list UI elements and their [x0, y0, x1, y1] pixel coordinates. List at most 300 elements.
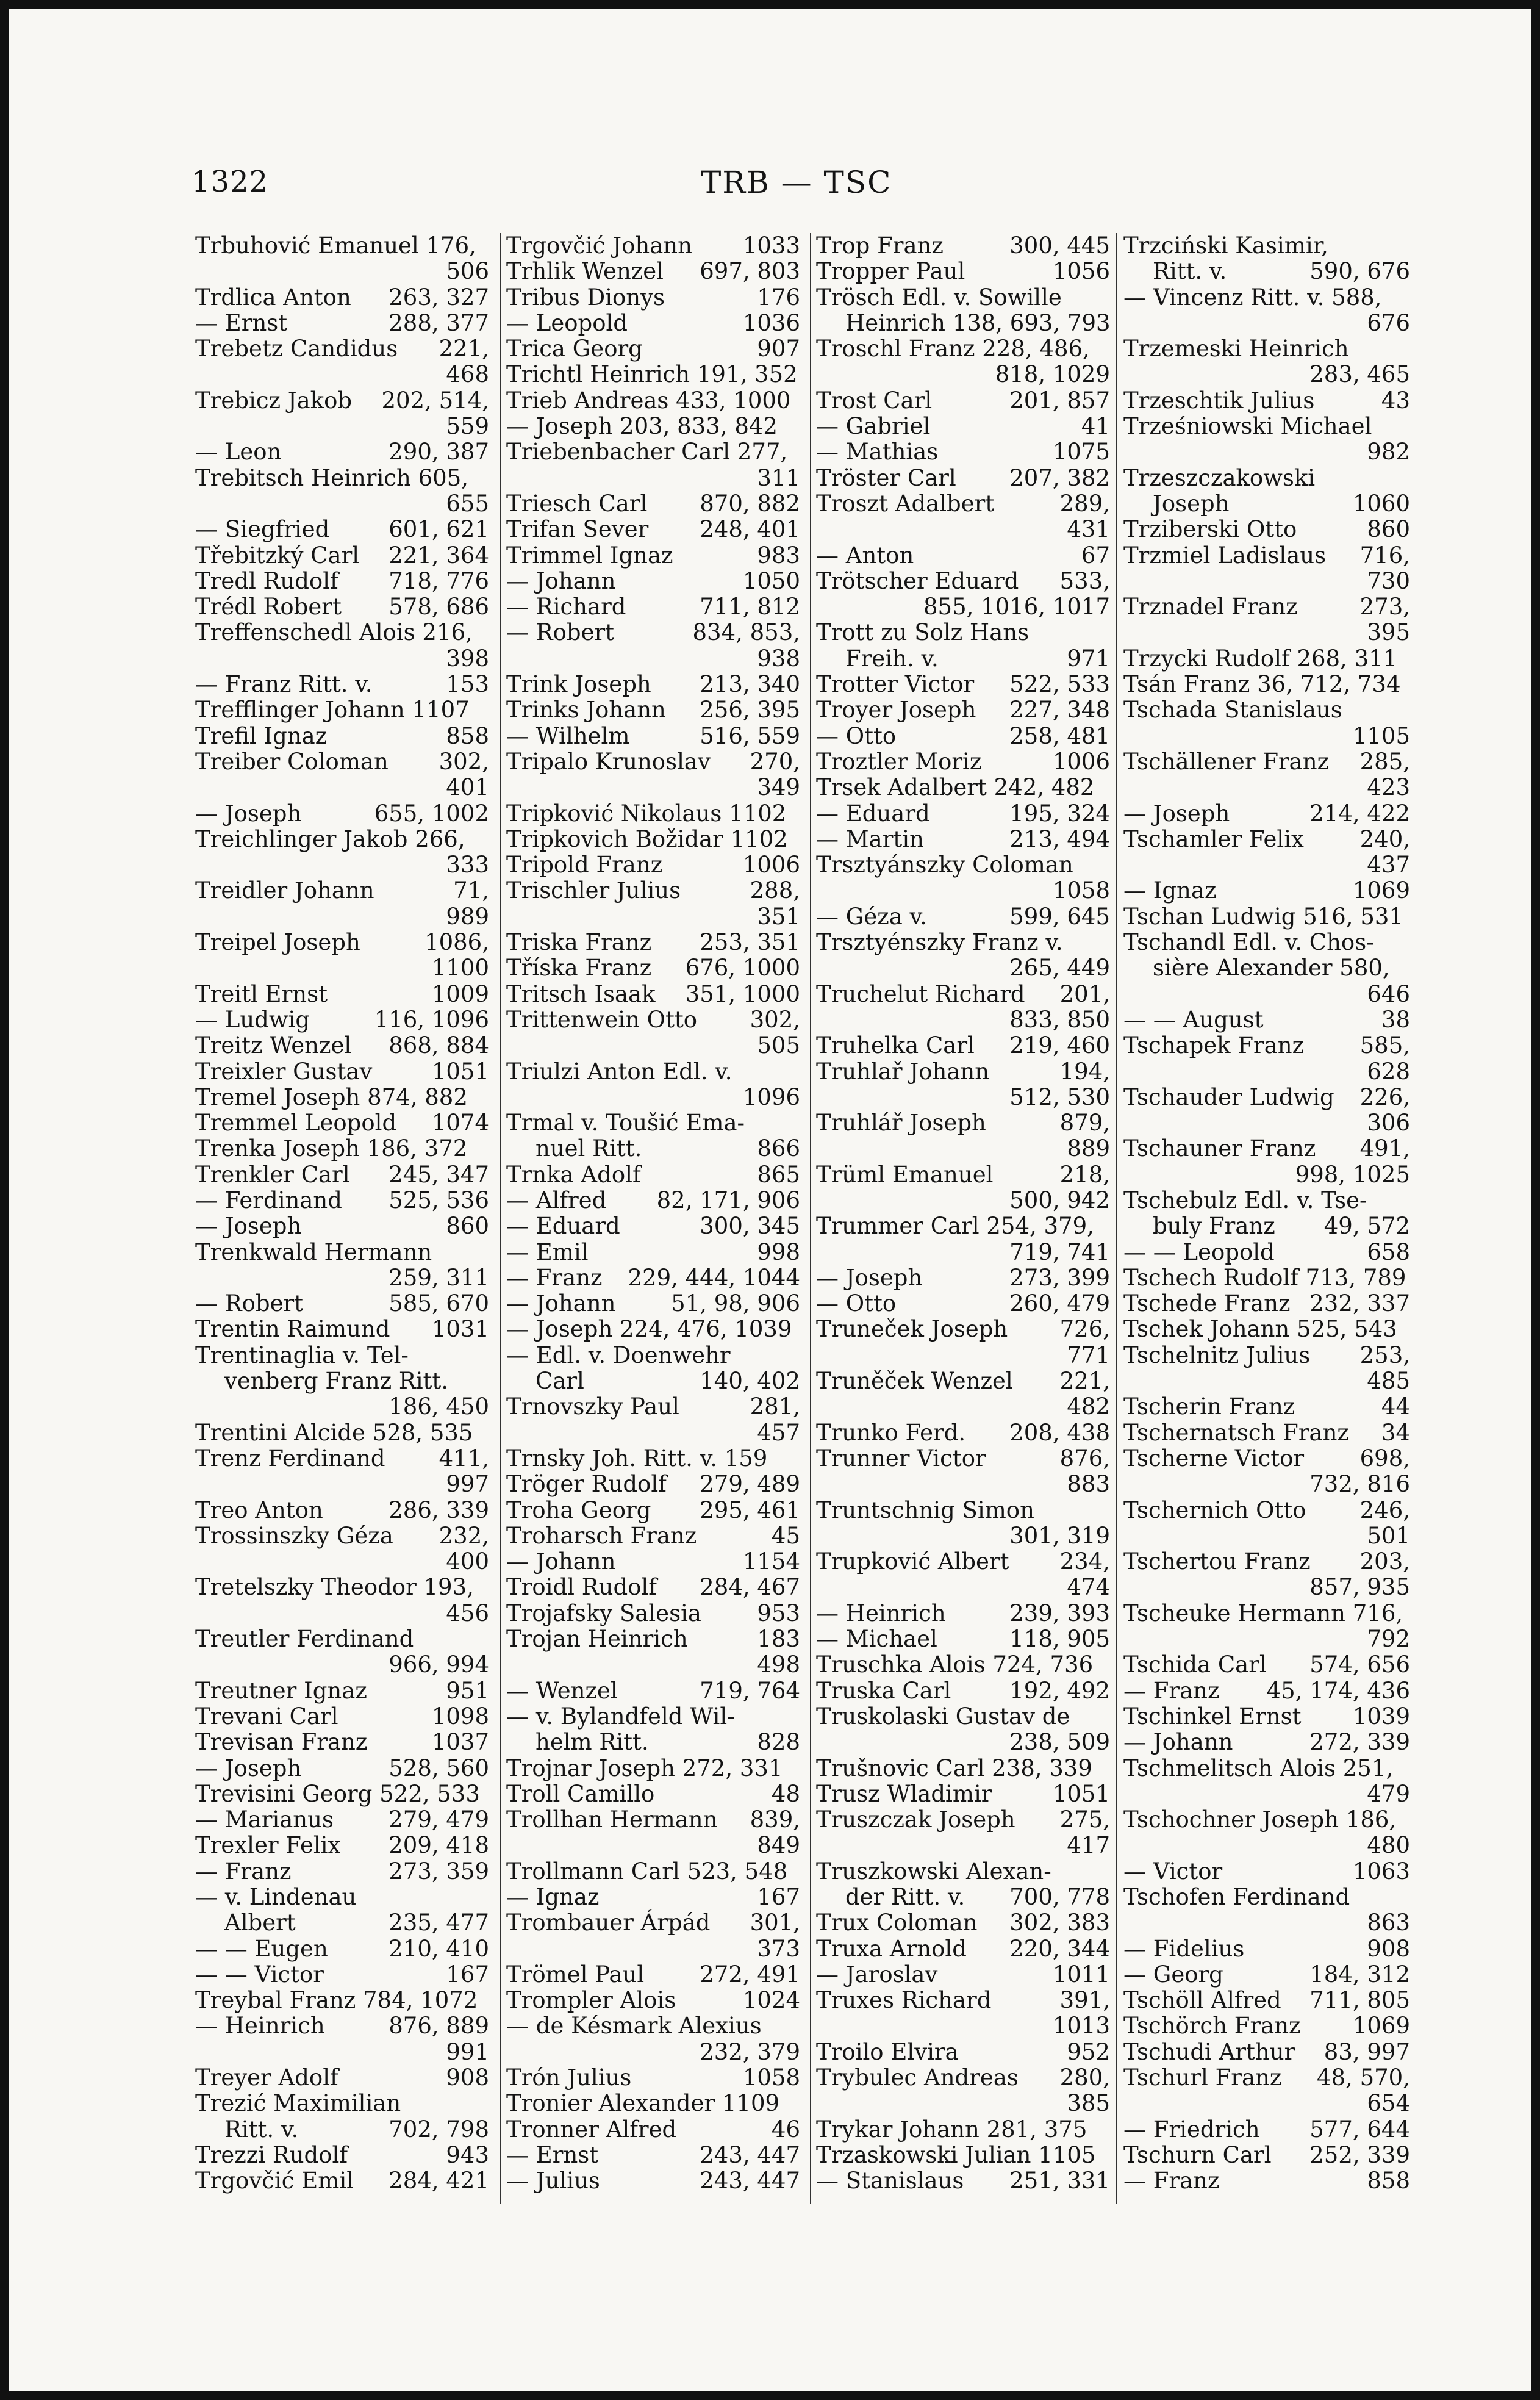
index-entry — [816, 1652, 1115, 1678]
entry-name: Troszt Adalbert — [816, 490, 995, 517]
index-entry — [195, 1859, 494, 1884]
entry-pages: 849 — [757, 1832, 800, 1859]
entry-pages: 260, 479 — [1009, 1290, 1110, 1317]
entry-name: Trevani Carl — [195, 1703, 338, 1730]
entry-pages: 207, 382 — [1009, 464, 1110, 491]
index-entry — [195, 955, 494, 981]
entry-name: Truxa Arnold — [816, 1935, 967, 1962]
entry-name: Tschinkel Ernst — [1123, 1703, 1302, 1730]
index-entry — [816, 1343, 1115, 1368]
entry-name: Tscheuke Hermann 716, — [1123, 1600, 1403, 1626]
index-entry — [1123, 1188, 1415, 1213]
index-entry — [816, 439, 1115, 465]
index-entry — [816, 336, 1115, 362]
entry-pages: 1051 — [1052, 1780, 1110, 1807]
entry-pages: 1006 — [742, 852, 800, 878]
entry-name: Trbuhović Emanuel 176, — [195, 232, 476, 259]
entry-pages: 726, — [1059, 1316, 1110, 1343]
entry-pages: 253, — [1359, 1342, 1410, 1368]
entry-pages: 275, — [1059, 1806, 1110, 1833]
entry-pages: 792 — [1367, 1626, 1410, 1653]
index-entry — [195, 336, 494, 362]
index-entry — [506, 1498, 805, 1523]
entry-pages: 908 — [1367, 1935, 1410, 1962]
index-entry — [1123, 1936, 1415, 1962]
index-entry — [506, 1240, 805, 1265]
entry-name: Trsztyénszky Franz v. — [816, 929, 1063, 956]
entry-name: Trefil Ignaz — [195, 722, 328, 749]
entry-name: Trhlik Wenzel — [506, 258, 664, 285]
entry-pages: 525, 536 — [389, 1187, 489, 1213]
entry-name: Trunner Victor — [816, 1445, 986, 1471]
entry-pages: 860 — [1367, 516, 1410, 543]
index-entry — [506, 1471, 805, 1497]
index-entry — [506, 1265, 805, 1291]
index-entry — [506, 1136, 805, 1162]
index-entry — [195, 362, 494, 387]
entry-name: Třebitzký Carl — [195, 542, 360, 569]
entry-pages: 1069 — [1352, 877, 1410, 904]
entry-name: — Joseph — [816, 1264, 923, 1291]
index-entry — [195, 1962, 494, 1988]
index-entry — [1123, 1704, 1415, 1730]
entry-pages: 952 — [1067, 2038, 1110, 2065]
entry-pages: 46 — [771, 2116, 800, 2143]
index-entry — [506, 517, 805, 542]
entry-pages: 300, 345 — [700, 1213, 800, 1240]
index-entry — [195, 414, 494, 439]
index-entry — [816, 1549, 1115, 1575]
entry-pages: 860 — [446, 1213, 489, 1240]
entry-pages: 290, 387 — [389, 439, 489, 465]
index-entry — [506, 2091, 805, 2116]
index-entry — [506, 1007, 805, 1033]
entry-pages: 474 — [1067, 1574, 1110, 1601]
index-entry — [816, 517, 1115, 542]
entry-name: — Vincenz Ritt. v. 588, — [1123, 284, 1382, 311]
entry-name: helm Ritt. — [535, 1729, 649, 1756]
entry-name: — Ferdinand — [195, 1187, 342, 1213]
entry-pages: 351, 1000 — [685, 980, 800, 1007]
entry-name: Truněček Wenzel — [816, 1368, 1013, 1395]
entry-pages: 34 — [1381, 1419, 1410, 1446]
entry-pages: 1063 — [1352, 1858, 1410, 1884]
index-entry — [1123, 1110, 1415, 1136]
entry-pages: 71, — [453, 877, 489, 904]
entry-name: Tribus Dionys — [506, 284, 665, 311]
entry-name: — Heinrich — [195, 2013, 325, 2039]
index-entry — [1123, 1033, 1415, 1058]
index-entry — [195, 1833, 494, 1858]
entry-pages: 273, 359 — [389, 1858, 489, 1884]
entry-pages: 140, 402 — [700, 1368, 800, 1395]
entry-pages: 243, 447 — [700, 2168, 800, 2194]
entry-name: Trezić Maximilian — [195, 2090, 401, 2117]
index-entry — [816, 491, 1115, 517]
entry-name: Trenkler Carl — [195, 1161, 350, 1188]
entry-name: Trenkwald Hermann — [195, 1238, 432, 1265]
entry-name: Trink Joseph — [506, 671, 651, 698]
index-entry — [506, 1549, 805, 1575]
entry-pages: 246, — [1359, 1496, 1410, 1523]
entry-pages: 1058 — [742, 2064, 800, 2091]
entry-pages: 227, 348 — [1009, 697, 1110, 724]
index-entry — [506, 1059, 805, 1085]
index-entry — [195, 1936, 494, 1962]
entry-pages: 998, 1025 — [1295, 1161, 1410, 1188]
index-entry — [1123, 439, 1415, 465]
entry-name: Tschurl Franz — [1123, 2064, 1282, 2091]
entry-name: Truszczak Joseph — [816, 1806, 1015, 1833]
entry-name: buly Franz — [1153, 1213, 1275, 1240]
entry-pages: 858 — [1367, 2168, 1410, 2194]
index-entry — [1123, 1343, 1415, 1368]
column-rule — [1116, 233, 1117, 2204]
entry-name: Treutler Ferdinand — [195, 1626, 414, 1653]
entry-pages: 400 — [446, 1548, 489, 1575]
index-entry — [195, 1368, 494, 1394]
entry-name: Trebicz Jakob — [195, 387, 353, 414]
entry-name: Trzmiel Ladislaus — [1123, 542, 1327, 569]
entry-pages: 479 — [1367, 1780, 1410, 1807]
entry-name: Trexler Felix — [195, 1832, 341, 1859]
index-entry — [506, 1859, 805, 1884]
entry-name: — Johann — [506, 567, 616, 594]
entry-name: Trux Coloman — [816, 1910, 978, 1936]
index-entry — [506, 414, 805, 439]
index-entry — [816, 749, 1115, 775]
index-entry — [1123, 285, 1415, 311]
index-entry — [1123, 1136, 1415, 1162]
entry-pages: 232, — [439, 1522, 489, 1549]
entry-name: Tscherne Victor — [1123, 1445, 1305, 1471]
entry-name: Trnsky Joh. Ritt. v. 159 — [506, 1445, 768, 1471]
index-entry — [195, 1317, 494, 1342]
index-entry — [816, 2117, 1115, 2143]
entry-name: Truszkowski Alexan- — [816, 1858, 1051, 1884]
entry-pages: 966, 994 — [389, 1651, 489, 1678]
entry-name: Trédl Robert — [195, 594, 342, 620]
entry-pages: 288, — [750, 877, 800, 904]
index-entry — [195, 904, 494, 930]
entry-pages: 655, 1002 — [374, 800, 489, 827]
index-entry — [816, 233, 1115, 259]
entry-name: Treyer Adolf — [195, 2064, 338, 2091]
index-entry — [506, 1626, 805, 1652]
entry-name: Tröger Rudolf — [506, 1471, 667, 1498]
entry-pages: 868, 884 — [389, 1032, 489, 1059]
entry-pages: 218, — [1059, 1161, 1110, 1188]
entry-pages: 482 — [1067, 1393, 1110, 1420]
index-entry — [816, 1601, 1115, 1626]
index-entry — [195, 852, 494, 878]
entry-pages: 601, 621 — [389, 516, 489, 543]
entry-name: — — Eugen — [195, 1935, 328, 1962]
index-entry — [816, 1240, 1115, 1265]
entry-pages: 373 — [757, 1935, 800, 1962]
index-entry — [506, 2065, 805, 2091]
entry-pages: 385 — [1067, 2090, 1110, 2117]
entry-name: Tronner Alfred — [506, 2116, 677, 2143]
entry-name: — v. Lindenau — [195, 1884, 357, 1910]
index-entry — [195, 285, 494, 311]
entry-name: — Joseph — [195, 1755, 302, 1781]
entry-pages: 283, 465 — [1309, 361, 1410, 388]
index-entry — [195, 388, 494, 414]
index-entry — [506, 930, 805, 955]
index-entry — [1123, 543, 1415, 569]
index-entry — [1123, 1085, 1415, 1110]
index-entry — [506, 878, 805, 904]
index-entry — [506, 904, 805, 930]
entry-pages: 232, 379 — [700, 2038, 800, 2065]
index-entry — [195, 1420, 494, 1446]
index-entry — [195, 1523, 494, 1549]
index-entry — [816, 1730, 1115, 1755]
index-entry — [195, 2168, 494, 2194]
entry-name: Trollhan Hermann — [506, 1806, 718, 1833]
index-entry — [506, 827, 805, 852]
entry-name: Trüml Emanuel — [816, 1161, 994, 1188]
entry-name: Tschernatsch Franz — [1123, 1419, 1349, 1446]
index-entry — [195, 878, 494, 904]
index-entry — [816, 1575, 1115, 1600]
index-entry — [195, 1188, 494, 1213]
entry-pages: 192, 492 — [1009, 1677, 1110, 1704]
index-entry — [506, 569, 805, 594]
index-entry — [195, 1446, 494, 1471]
index-entry — [506, 439, 805, 465]
index-entry — [506, 646, 805, 672]
index-entry — [506, 1033, 805, 1058]
index-entry — [195, 1136, 494, 1162]
entry-name: Triesch Carl — [506, 490, 648, 517]
index-entry — [1123, 1652, 1415, 1678]
entry-pages: 501 — [1367, 1522, 1410, 1549]
entry-name: Trzeschtik Julius — [1123, 387, 1315, 414]
entry-name: — Franz — [195, 1858, 292, 1884]
entry-name: — Joseph — [195, 1213, 302, 1240]
index-entry — [195, 827, 494, 852]
index-entry — [816, 955, 1115, 981]
entry-pages: 203, — [1359, 1548, 1410, 1575]
index-entry — [195, 982, 494, 1007]
index-entry — [506, 362, 805, 387]
index-entry — [1123, 1265, 1415, 1291]
index-entry — [816, 878, 1115, 904]
entry-pages: 1050 — [742, 567, 800, 594]
entry-name: Troll Camillo — [506, 1780, 655, 1807]
index-entry — [816, 724, 1115, 749]
entry-pages: 82, 171, 906 — [656, 1187, 800, 1213]
entry-pages: 51, 98, 906 — [671, 1290, 800, 1317]
entry-pages: 533, — [1059, 567, 1110, 594]
entry-pages: 253, 351 — [700, 929, 800, 956]
entry-name: Tremel Joseph 874, 882 — [195, 1083, 468, 1110]
index-entry — [506, 2013, 805, 2039]
entry-pages: 500, 942 — [1009, 1187, 1110, 1213]
entry-name: Trgovčić Johann — [506, 232, 692, 259]
index-entry — [816, 569, 1115, 594]
entry-pages: 730 — [1367, 567, 1410, 594]
entry-name: Trimmel Ignaz — [506, 542, 673, 569]
entry-name: Trojnar Joseph 272, 331 — [506, 1755, 783, 1781]
entry-name: — Robert — [195, 1290, 304, 1317]
entry-pages: 248, 401 — [700, 516, 800, 543]
index-entry — [1123, 2065, 1415, 2091]
entry-name: Trsztyánszky Coloman — [816, 852, 1073, 878]
entry-pages: 48 — [771, 1780, 800, 1807]
index-entry — [506, 749, 805, 775]
entry-pages: 480 — [1367, 1832, 1410, 1859]
entry-pages: 221, — [1059, 1368, 1110, 1395]
index-entry — [195, 311, 494, 336]
entry-name: — Otto — [816, 722, 897, 749]
index-entry — [816, 982, 1115, 1007]
entry-name: Tritsch Isaak — [506, 980, 656, 1007]
entry-name: Trichtl Heinrich 191, 352 — [506, 361, 798, 388]
index-entry — [506, 2117, 805, 2143]
entry-pages: 998 — [757, 1238, 800, 1265]
index-entry — [1123, 1988, 1415, 2013]
entry-name: Treiber Coloman — [195, 748, 389, 775]
entry-name: Tschurn Carl — [1123, 2141, 1272, 2168]
entry-pages: 577, 644 — [1309, 2116, 1410, 2143]
index-column-2 — [506, 233, 805, 2204]
entry-pages: 1036 — [742, 309, 800, 336]
index-entry — [506, 1807, 805, 1833]
index-entry — [195, 1291, 494, 1317]
entry-pages: 281, — [750, 1393, 800, 1420]
entry-name: Triska Franz — [506, 929, 652, 956]
index-entry — [195, 517, 494, 542]
entry-name: — Michael — [816, 1626, 937, 1653]
entry-pages: 938 — [757, 645, 800, 672]
entry-pages: 971 — [1067, 645, 1110, 672]
entry-name: — Jaroslav — [816, 1961, 938, 1988]
entry-pages: 1037 — [431, 1729, 489, 1756]
entry-pages: 485 — [1367, 1368, 1410, 1395]
index-entry — [506, 672, 805, 697]
entry-pages: 855, 1016, 1017 — [923, 594, 1110, 620]
entry-pages: 286, 339 — [389, 1496, 489, 1523]
index-entry — [506, 233, 805, 259]
index-entry — [816, 1420, 1115, 1446]
entry-pages: 457 — [757, 1419, 800, 1446]
index-entry — [816, 1498, 1115, 1523]
entry-pages: 333 — [446, 852, 489, 878]
entry-pages: 395 — [1367, 619, 1410, 646]
index-entry — [816, 362, 1115, 387]
index-entry — [816, 1704, 1115, 1730]
entry-pages: 351 — [757, 903, 800, 930]
index-entry — [195, 1884, 494, 1910]
index-entry — [1123, 414, 1415, 439]
entry-pages: 265, 449 — [1009, 955, 1110, 982]
entry-pages: 828 — [757, 1729, 800, 1756]
entry-name: Trittenwein Otto — [506, 1006, 698, 1033]
entry-pages: 194, — [1059, 1058, 1110, 1085]
entry-pages: 866 — [757, 1135, 800, 1162]
index-entry — [195, 724, 494, 749]
index-entry — [195, 1678, 494, 1704]
entry-pages: 628 — [1367, 1058, 1410, 1085]
entry-name: Trica Georg — [506, 336, 643, 362]
entry-pages: 398 — [446, 645, 489, 672]
entry-pages: 1013 — [1052, 2013, 1110, 2039]
entry-pages: 839, — [750, 1806, 800, 1833]
index-entry — [195, 1575, 494, 1600]
index-entry — [816, 1188, 1115, 1213]
entry-pages: 349 — [757, 774, 800, 801]
entry-pages: 883 — [1067, 1471, 1110, 1498]
entry-name: Tschmelitsch Alois 251, — [1123, 1755, 1394, 1781]
entry-pages: 38 — [1381, 1006, 1410, 1033]
index-entry — [816, 1962, 1115, 1988]
index-entry — [195, 646, 494, 672]
index-entry — [506, 1781, 805, 1807]
index-entry — [506, 1420, 805, 1446]
index-entry — [195, 1498, 494, 1523]
index-entry — [1123, 1394, 1415, 1420]
entry-pages: 889 — [1067, 1135, 1110, 1162]
index-entry — [195, 2143, 494, 2168]
index-entry — [506, 1936, 805, 1962]
index-entry — [816, 1756, 1115, 1781]
entry-pages: 771 — [1067, 1342, 1110, 1368]
entry-pages: 210, 410 — [389, 1935, 489, 1962]
index-entry — [1123, 801, 1415, 827]
entry-name: Trupković Albert — [816, 1548, 1009, 1575]
entry-pages: 719, 764 — [700, 1677, 800, 1704]
index-entry — [1123, 1859, 1415, 1884]
entry-pages: 951 — [446, 1677, 489, 1704]
index-entry — [1123, 1678, 1415, 1704]
index-entry — [1123, 827, 1415, 852]
entry-pages: 983 — [757, 542, 800, 569]
index-entry — [816, 1936, 1115, 1962]
entry-name: Tredl Rudolf — [195, 567, 338, 594]
entry-name: Tröster Carl — [816, 464, 956, 491]
index-column-4 — [1123, 233, 1415, 2204]
entry-pages: 437 — [1367, 852, 1410, 878]
entry-name: — Franz — [506, 1264, 603, 1291]
index-entry — [195, 2013, 494, 2039]
entry-name: — Julius — [506, 2168, 600, 2194]
entry-pages: 585, 670 — [389, 1290, 489, 1317]
entry-name: Trmal v. Toušić Ema- — [506, 1110, 745, 1137]
entry-name: Tschällener Franz — [1123, 748, 1330, 775]
entry-pages: 221, — [439, 336, 489, 362]
entry-pages: 991 — [446, 2038, 489, 2065]
index-entry — [195, 1007, 494, 1033]
index-entry — [506, 388, 805, 414]
entry-name: Treitz Wenzel — [195, 1032, 352, 1059]
index-entry — [195, 1626, 494, 1652]
entry-pages: 1075 — [1052, 439, 1110, 465]
entry-name: — Martin — [816, 825, 924, 852]
entry-name: Tschöll Alfred — [1123, 1987, 1281, 2014]
entry-name: Treitl Ernst — [195, 980, 328, 1007]
entry-pages: 279, 489 — [700, 1471, 800, 1498]
entry-pages: 1039 — [1352, 1703, 1410, 1730]
index-column-1 — [195, 233, 494, 2204]
entry-name: Trompler Alois — [506, 1987, 676, 2014]
index-entry — [1123, 1498, 1415, 1523]
entry-name: Troidl Rudolf — [506, 1574, 657, 1601]
entry-pages: 239, 393 — [1009, 1600, 1110, 1626]
entry-pages: 213, 340 — [700, 671, 800, 698]
